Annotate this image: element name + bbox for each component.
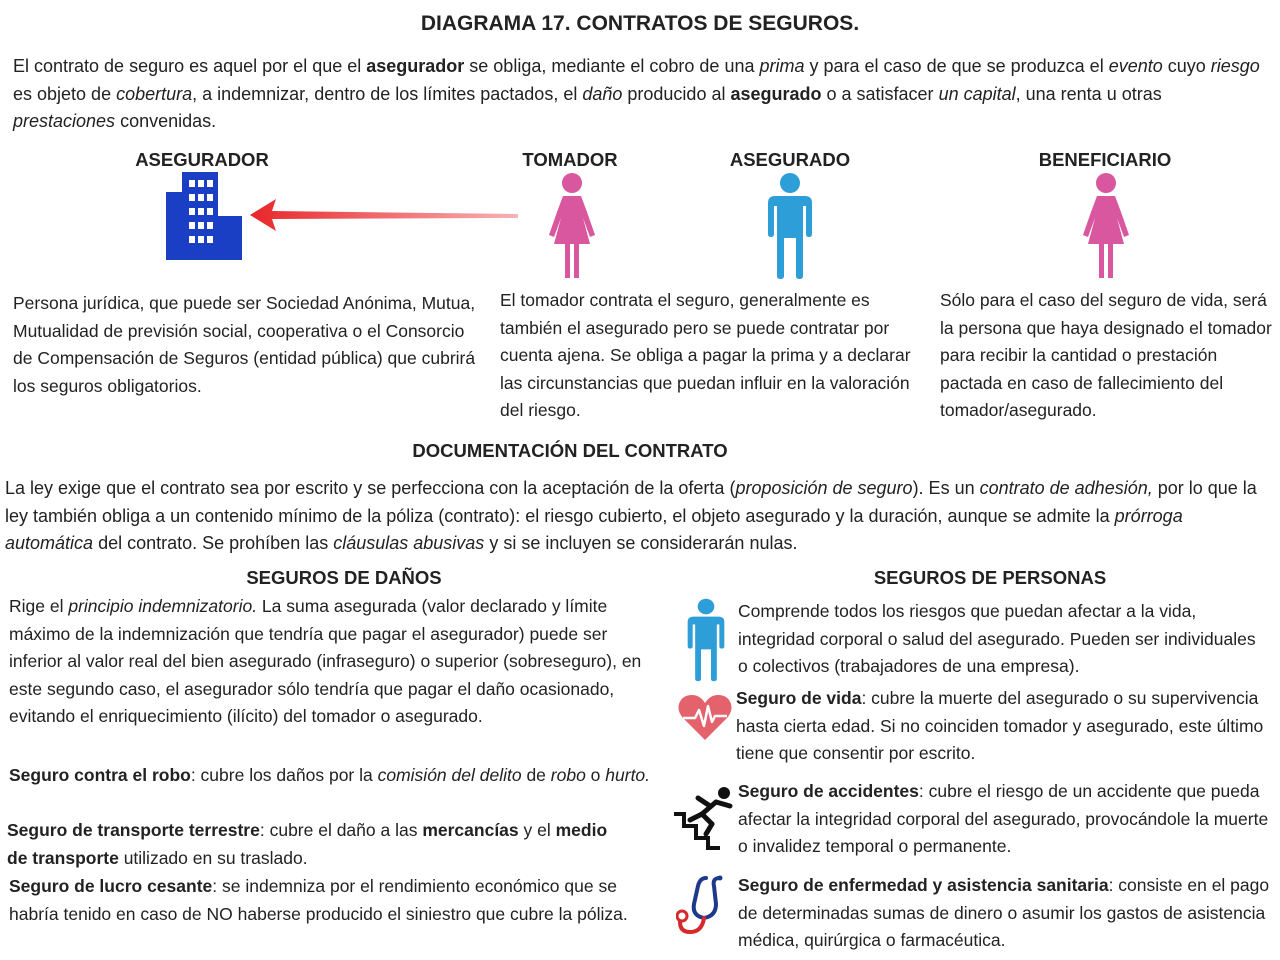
seguro-enfermedad xyxy=(738,872,1273,955)
bold-term: Seguro de lucro cesante xyxy=(9,876,213,896)
text-run: : cubre la muerte del asegurado o su supervivencia hasta cierta edad. Si no coinciden tomador y asegurado, este último tiene que consentir por escrito. xyxy=(736,688,1264,763)
man-icon xyxy=(686,598,726,682)
italic-term: contrato de adhesión, xyxy=(979,478,1153,498)
italic-term: cláusulas abusivas xyxy=(333,533,485,553)
seguro-vida xyxy=(736,685,1271,768)
man-icon xyxy=(766,172,814,280)
text-run: o a satisfacer xyxy=(821,83,939,104)
text-run: : cubre el riesgo de un accidente que pueda afectar la integridad corporal del asegurado, provocándole la muerte o invalidez temporal o permanente. xyxy=(738,781,1269,856)
italic-term: prórroga automática xyxy=(5,505,1183,553)
personas-heading: SEGUROS DE PERSONAS xyxy=(873,567,1107,588)
tomador-description: El tomador contrata el seguro, generalmente es también el asegurado pero se puede contratar por cuenta ajena. Se obliga a pagar la prima y a declarar las circunstancias que puedan influir en la valoración del riesgo. xyxy=(500,290,911,420)
bold-term: mercancías xyxy=(422,820,519,840)
diagram-title: DIAGRAMA 17. CONTRATOS DE SEGUROS. xyxy=(420,12,860,35)
text-run: y para el caso de que se produzca el xyxy=(804,56,1109,76)
italic-term: un capital xyxy=(938,83,1016,104)
heading-beneficiario: BENEFICIARIO xyxy=(1038,149,1172,170)
building-icon xyxy=(160,172,244,260)
text-run: La ley exige que el contrato sea por escrito y se perfecciona con la aceptación de la oferta ( xyxy=(5,478,736,498)
asegurador-description: Persona jurídica, que puede ser Sociedad Anónima, Mutua, Mutualidad de previsión social, cooperativa o el Consorcio de Compensación de Seguros (entidad pública) que cubrirá los seguros obligatorios. xyxy=(13,293,476,396)
falling-stairs-icon xyxy=(672,784,740,850)
bold-term: Seguro contra el robo xyxy=(9,765,191,785)
italic-term: prima xyxy=(759,56,805,76)
text-run: : se indemniza por el rendimiento económico que se habría tenido en caso de NO haberse producido el siniestro que cubre la póliza. xyxy=(9,876,628,924)
woman-icon xyxy=(546,172,598,280)
woman-icon xyxy=(1080,172,1132,280)
text-run: convenidas. xyxy=(115,111,217,131)
text-run: de xyxy=(521,765,551,785)
intro-paragraph xyxy=(13,53,1263,136)
italic-term: prestaciones xyxy=(13,111,116,131)
documentacion-paragraph xyxy=(5,475,1270,558)
seguro-accidentes xyxy=(738,778,1273,861)
personas-intro xyxy=(738,598,1268,681)
bold-term: asegurador xyxy=(366,56,465,76)
text-run: El contrato de seguro es aquel por el que el xyxy=(13,56,367,76)
seguro-robo xyxy=(9,762,659,790)
bold-term: Seguro de vida xyxy=(736,688,862,708)
bold-term: Seguro de enfermedad y asistencia sanitaria xyxy=(738,875,1109,895)
text-run: y si se incluyen se considerarán nulas. xyxy=(484,533,798,553)
italic-term: daño xyxy=(582,83,623,104)
italic-term: cobertura xyxy=(116,83,193,104)
text-run: : cubre los daños por la xyxy=(190,765,378,785)
text-run: Rige el xyxy=(9,596,69,616)
seguro-transporte xyxy=(7,817,627,872)
text-run: utilizado en su traslado. xyxy=(118,847,308,868)
text-run: del contrato. Se prohíben las xyxy=(93,533,334,553)
arrow-icon xyxy=(250,196,520,236)
stethoscope-icon xyxy=(676,874,738,936)
italic-term: evento xyxy=(1108,56,1163,76)
heading-asegurador: ASEGURADOR xyxy=(135,149,269,170)
italic-term: comisión del delito xyxy=(377,765,522,785)
text-run: cuyo xyxy=(1162,56,1211,76)
text-run: : consiste en el pago de determinadas sumas de dinero o asumir los gastos de asistencia médica, quirúrgica o farmacéutica. xyxy=(738,875,1270,950)
bold-term: asegurado xyxy=(730,83,822,104)
text-run: por lo que la ley también obliga a un contenido mínimo de la póliza (contrato): el riesgo cubierto, el objeto asegurado y la duración, aunque se admite la xyxy=(5,478,1257,526)
heading-tomador: TOMADOR xyxy=(522,149,618,170)
text-run: es objeto de xyxy=(13,83,117,104)
text-run: o xyxy=(585,765,606,785)
heart-pulse-icon xyxy=(677,694,733,742)
bold-term: medio de transporte xyxy=(7,820,608,868)
bold-term: Seguro de accidentes xyxy=(738,781,919,801)
text-run: Comprende todos los riesgos que puedan afectar a la vida, integridad corporal o salud del asegurado. Pueden ser individuales o colectivos (trabajadores de una empresa). xyxy=(738,601,1256,676)
italic-term: hurto. xyxy=(605,765,651,785)
text-run: La suma asegurada (valor declarado y límite máximo de la indemnización que tendría que pagar el asegurador) puede ser inferior al valor real del bien asegurado (infraseguro) o superior (sobreseguro), en este segundo caso, el asegurador sólo tendría que pagar el daño ocasionado, evitando el enriquecimiento (ilícito) del tomador o asegurado. xyxy=(9,596,642,726)
heading-asegurado: ASEGURADO xyxy=(729,149,851,170)
text-run: se obliga, mediante el cobro de una xyxy=(464,56,760,76)
beneficiario-description: Sólo para el caso del seguro de vida, será la persona que haya designado el tomador para recibir la cantidad o prestación pactada en caso de fallecimiento del tomador/asegurado. xyxy=(940,290,1272,420)
text-run: , una renta u otras xyxy=(1015,83,1162,104)
italic-term: riesgo xyxy=(1210,56,1260,76)
danos-intro xyxy=(9,593,659,731)
text-run: : cubre el daño a las xyxy=(259,820,423,840)
danos-heading: SEGUROS DE DAÑOS xyxy=(246,567,442,588)
italic-term: principio indemnizatorio. xyxy=(68,596,258,616)
documentacion-heading: DOCUMENTACIÓN DEL CONTRATO xyxy=(412,440,728,461)
text-run: , a indemnizar, dentro de los límites pactados, el xyxy=(192,83,583,104)
text-run: ). Es un xyxy=(912,478,980,498)
bold-term: Seguro de transporte terrestre xyxy=(7,820,260,840)
seguro-lucro-cesante xyxy=(9,873,659,928)
text-run: y el xyxy=(518,820,556,840)
italic-term: robo xyxy=(550,765,586,785)
text-run: producido al xyxy=(622,83,731,104)
italic-term: proposición de seguro xyxy=(735,478,913,498)
